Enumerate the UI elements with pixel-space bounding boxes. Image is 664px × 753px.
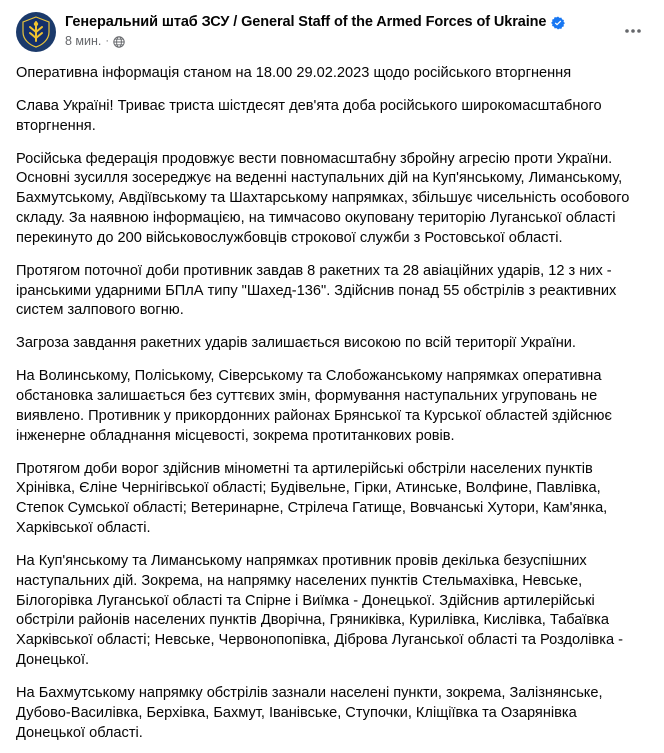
page-name-row [65, 13, 648, 31]
post-paragraph: Слава Україні! Триває триста шістдесят дев'ята доба російського широкомасштабного вторгнення. [16, 97, 602, 134]
post-paragraph: Протягом доби ворог здійснив мінометні та артилерійські обстріли населених пунктів Хрінівка, Єліне Чернігівської області; Будівельне, Гірки, Атинське, Волфине, Павлівка, Степок Сумської області; Ветеринарне, Стрілеча Гатище, Вовчанські Хутори, Кам'янка, Харківської області. [16, 460, 608, 537]
post-paragraph: На Волинському, Поліському, Сіверському та Слобожанському напрямках оперативна обстановка залишається без суттєвих змін, формування наступальних угруповань не виявлено. Противник у прикордонних районах Брянської та Курської областей здійснює інженерне обладнання місцевості, зокрема протитанкових ровів. [16, 368, 612, 444]
post-paragraph: На Куп'янському та Лиманському напрямках противник провів декілька безуспішних наступальних дій. Зокрема, на напрямку населених пунктів Стельмахівка, Невське, Білогорівка Луганської області та Спірне і Виїмка - Донецької. Здійснив артилерійські обстріли районів населених пунктів Дворічна, Гряниківка, Курилівка, Кислівка, Табаївка Харківської області; Невське, Червонопопівка, Діброва Луганської області та Роздолівка - Донецької. [16, 552, 624, 669]
post-paragraph: Оперативна інформація станом на 18.00 29.02.2023 щодо російського вторгнення [16, 65, 572, 81]
post-header-text [65, 12, 648, 48]
post-timestamp[interactable]: 8 мин. [65, 34, 102, 48]
military-emblem-avatar[interactable] [16, 12, 56, 52]
post-paragraph: Російська федерація продовжує вести повномасштабну збройну агресію проти України. Основні зусилля зосереджує на веденні наступальних дій на Куп'янському, Лиманському, Бахмутському, Авдіївському та Шахтарському напрямках, збільшує чисельність особового складу. За наявною інформацією, на тимчасово окуповану територію Луганської області перекинуто до 200 військовослужбовців строкової служби з Ростовської області. [16, 150, 630, 246]
page-name[interactable]: Генеральний штаб ЗСУ / General Staff of the Armed Forces of Ukraine [65, 14, 547, 30]
meta-separator: · [105, 34, 110, 47]
post-paragraph: На Бахмутському напрямку обстрілів зазнали населені пункти, зокрема, Залізнянське, Дубово-Василівка, Берхівка, Бахмут, Іванівське, Ступочки, Кліщіївка та Озарянівка Донецької області. [16, 684, 603, 741]
post-meta [65, 34, 648, 48]
post-paragraph: Загроза завдання ракетних ударів залишається високою по всій території України. [16, 335, 576, 352]
ellipsis-horizontal-icon[interactable] [618, 16, 648, 46]
globe-icon [113, 36, 125, 48]
post-text-body [16, 62, 648, 743]
verified-badge-icon [551, 16, 565, 30]
post-header [16, 12, 648, 52]
post-paragraph: Протягом поточної доби противник завдав 8 ракетних та 28 авіаційних ударів, 12 з них - іранськими ударними БПлА типу "Шахед-136". Здійснив понад 55 обстрілів з реактивних систем залпового вогню. [16, 262, 617, 319]
